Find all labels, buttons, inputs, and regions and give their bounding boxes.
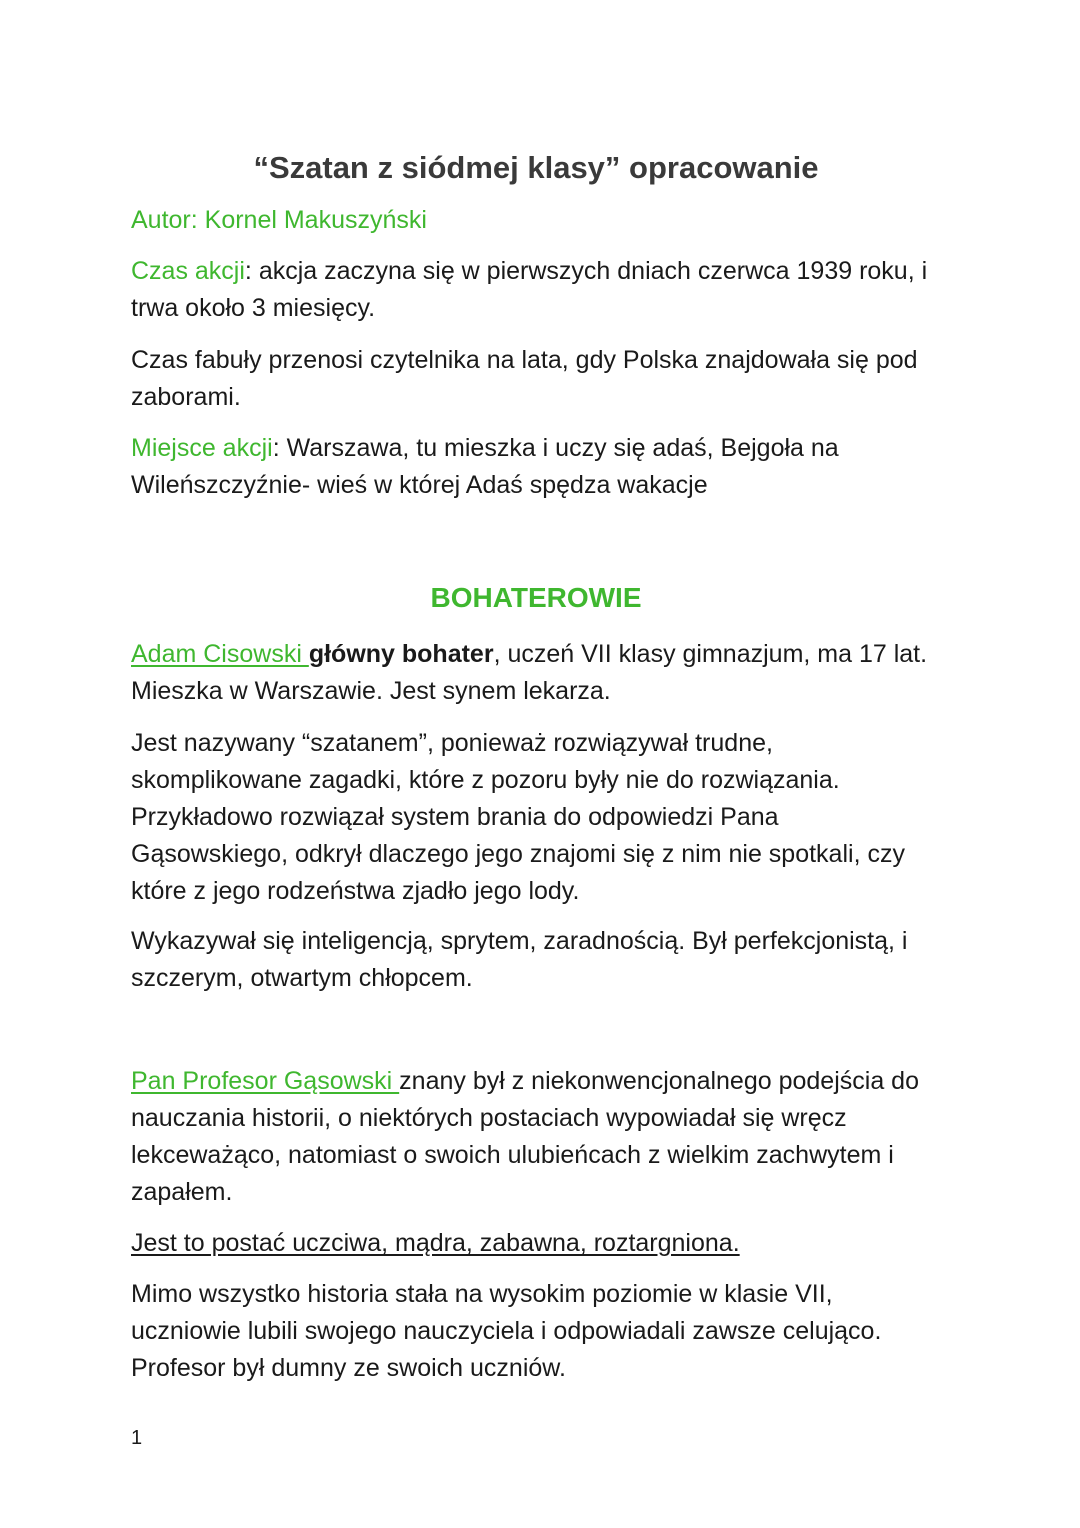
profesor-paragraph	[131, 1063, 941, 1211]
czas-akcji-text: : akcja zaczyna się w pierwszych dniach czerwca 1939 roku, i trwa około 3 miesięcy.	[131, 257, 928, 322]
adam-paragraph-3: Wykazywał się inteligencją, sprytem, zaradnością. Był perfekcjonistą, i szczerym, otwartym chłopcem.	[131, 927, 908, 992]
adam-role: główny bohater	[308, 640, 494, 668]
document-title: “Szatan z siódmej klasy” opracowanie	[253, 150, 819, 185]
miejsce-akcji-text: : Warszawa, tu mieszka i uczy się adaś, Bejgoła na Wileńszczyźnie- wieś w której Adaś spędza wakacje	[131, 434, 839, 499]
adam-paragraph	[131, 636, 941, 710]
profesor-name: Pan Profesor Gąsowski	[131, 1067, 400, 1095]
profesor-traits: Jest to postać uczciwa, mądra, zabawna, roztargniona.	[131, 1229, 740, 1257]
miejsce-akcji-paragraph	[131, 430, 941, 504]
czas-akcji-paragraph	[131, 253, 941, 327]
profesor-text: znany był z niekonwencjonalnego podejścia do nauczania historii, o niektórych postaciach wypowiadał się wręcz lekceważąco, natomiast o swoich ulubieńcach z wielkim zachwytem i zapałem.	[131, 1067, 919, 1206]
profesor-paragraph-3: Mimo wszystko historia stała na wysokim poziomie w klasie VII, uczniowie lubili swojego nauczyciela i odpowiadali zawsze celująco. Profesor był dumny ze swoich uczniów.	[131, 1280, 882, 1382]
page-number: 1	[131, 1427, 143, 1449]
adam-name: Adam Cisowski	[131, 640, 309, 668]
czas-fabuly-paragraph: Czas fabuły przenosi czytelnika na lata, gdy Polska znajdowała się pod zaborami.	[131, 346, 918, 411]
miejsce-akcji-label: Miejsce akcji	[131, 434, 273, 462]
author-line: Autor: Kornel Makuszyński	[131, 206, 427, 234]
section-heading-bohaterowie: BOHATEROWIE	[430, 582, 642, 613]
czas-akcji-label: Czas akcji	[131, 257, 245, 285]
adam-paragraph-2: Jest nazywany “szatanem”, ponieważ rozwiązywał trudne, skomplikowane zagadki, które z pozoru były nie do rozwiązania. Przykładowo rozwiązał system brania do odpowiedzi Pana Gąsowskiego, odkrył dlaczego jego znajomi się z nim nie spotkali, czy które z jego rodzeństwa zjadło jego lody.	[131, 729, 905, 905]
adam-text: , uczeń VII klasy gimnazjum, ma 17 lat. Mieszka w Warszawie. Jest synem lekarza.	[131, 640, 928, 705]
